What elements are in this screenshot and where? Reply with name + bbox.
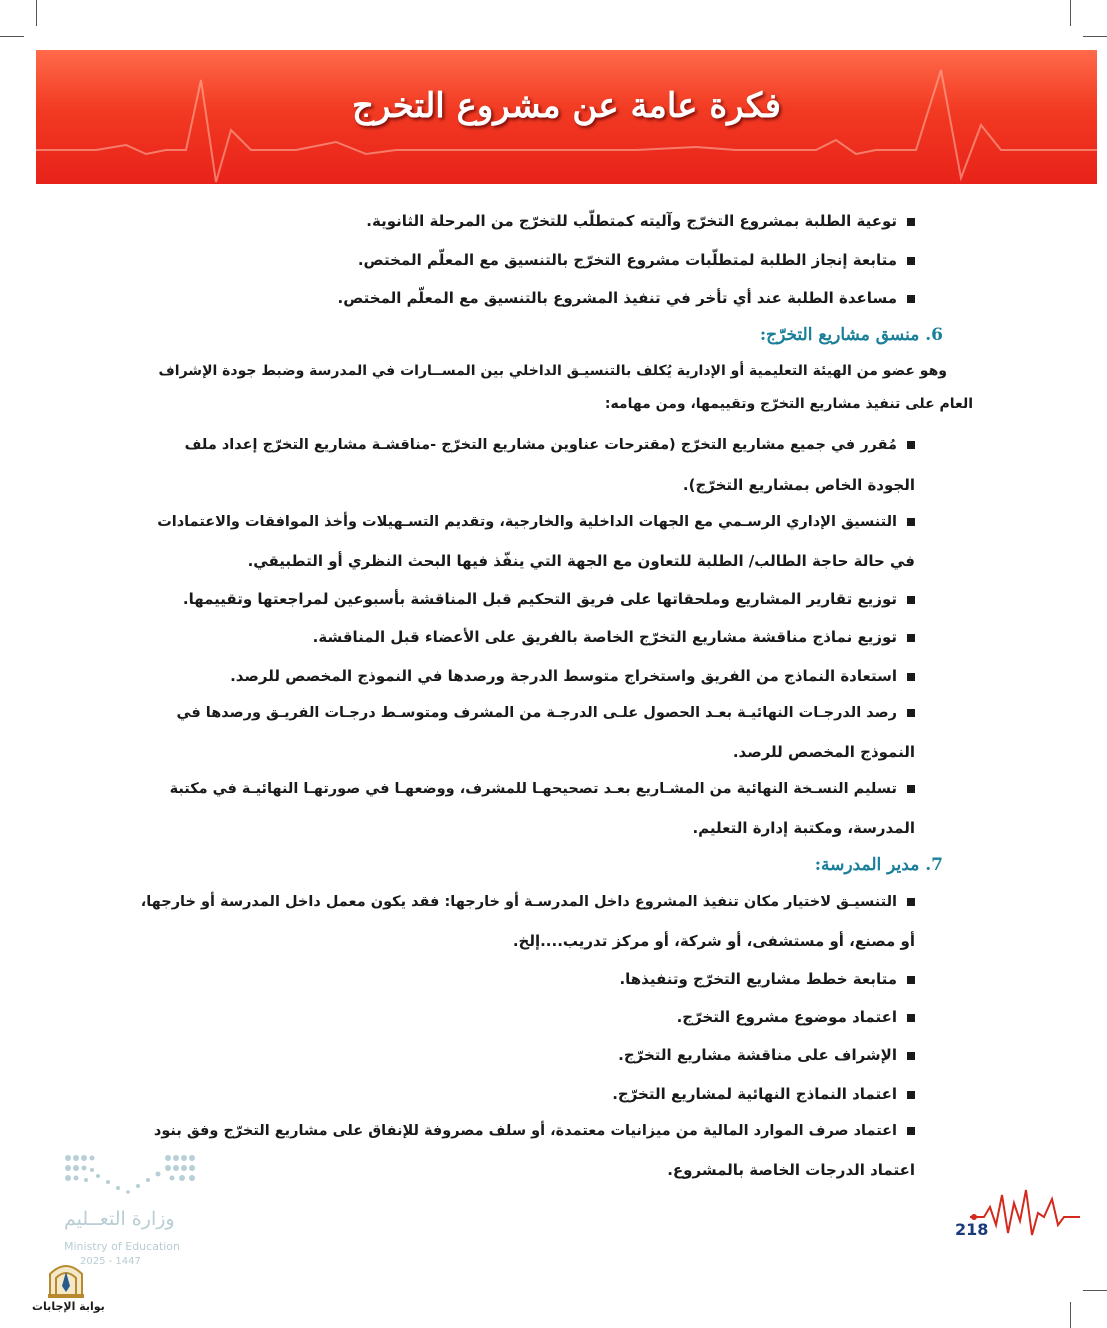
list-item — [230, 667, 915, 685]
list-item — [313, 628, 915, 646]
list-item-text: التنسيـق لاختيار مكان تنفيذ المشروع داخل المدرسـة أو خارجها: فقد يكون معمل داخل المدرسة أو خارجها، — [140, 894, 897, 910]
list-item-text: رصد الدرجـات النهائيـة بعـد الحصول علـى الدرجـة من المشرف ومتوسـط درجـات الفريـق ورصدها في — [176, 705, 897, 721]
list-item-text: تسليم النسـخة النهائية من المشـاريع بعـد تصحيحهـا للمشرف، ووضعهـا في صورتهـا النهائيـة في مكتبة — [169, 781, 897, 797]
list-item-text: الإشراف على مناقشة مشاريع التخرّج. — [618, 1046, 897, 1064]
list-item-continuation: المدرسة، ومكتبة إدارة التعليم. — [692, 819, 915, 837]
list-item — [170, 781, 915, 797]
list-item-text: اعتماد صرف الموارد المالية من ميزانيات معتمدة، أو سلف مصروفة للإنفاق على مشاريع التخرّج وفق بنود — [153, 1123, 897, 1139]
crop-mark — [1070, 0, 1071, 26]
bullet-icon — [907, 257, 915, 265]
list-item-text: التنسيق الإداري الرسـمي مع الجهات الداخلية والخارجية، وتقديم التسـهيلات وأخذ الموافقات والاعتمادات — [157, 514, 897, 530]
list-item-text: مساعدة الطلبة عند أي تأخر في تنفيذ المشروع بالتنسيق مع المعلّم المختص. — [337, 289, 897, 307]
section-heading: 7. مدير المدرسة: — [814, 855, 943, 875]
bullet-icon — [907, 1014, 915, 1022]
list-item-text: مُقرر في جميع مشاريع التخرّج (مقترحات عناوين مشاريع التخرّج -مناقشـة مشاريع التخرّج إعداد ملف — [184, 437, 897, 453]
title-banner — [36, 50, 1097, 184]
bullet-icon — [907, 1091, 915, 1099]
crop-mark — [1083, 36, 1107, 37]
ministry-name-en: Ministry of Education — [64, 1240, 181, 1253]
list-item-text: استعادة النماذج من الفريق واستخراج متوسط الدرجة ورصدها في النموذج المخصص للرصد. — [230, 667, 897, 685]
paragraph-line: وهو عضو من الهيئة التعليمية أو الإدارية يُكلف بالتنسيـق الداخلي بين المســارات في المدرسة وضبط جودة الإشراف — [158, 363, 947, 379]
list-item — [157, 514, 915, 530]
section-heading: 6. منسق مشاريع التخرّج: — [759, 325, 943, 345]
list-item — [183, 590, 915, 608]
ministry-year: 2025 - 1447 — [80, 1256, 141, 1267]
list-item-text: توزيع تقارير المشاريع وملحقاتها على فريق التحكيم قبل المناقشة بأسبوعين لمراجعتها وتقييمها. — [182, 590, 897, 608]
bullet-icon — [907, 295, 915, 303]
page-number: 218 — [955, 1220, 989, 1239]
list-item — [358, 251, 915, 269]
crop-mark — [0, 36, 24, 37]
portal-label: بوابة الإجابات — [32, 1300, 105, 1313]
bullet-icon — [907, 1052, 915, 1060]
bullet-icon — [907, 1127, 915, 1135]
list-item-continuation: الجودة الخاص بمشاريع التخرّج). — [682, 476, 915, 494]
page-title: فكرة عامة عن مشروع التخرج — [352, 86, 781, 126]
ministry-name-ar: وزارة التعــليم — [64, 1208, 175, 1230]
list-item-continuation: النموذج المخصص للرصد. — [732, 743, 915, 761]
list-item-continuation: أو مصنع، أو مستشفى، أو شركة، أو مركز تدريب....إلخ. — [512, 932, 915, 950]
list-item-text: متابعة خطط مشاريع التخرّج وتنفيذها. — [619, 970, 897, 988]
crop-mark — [36, 0, 37, 26]
list-item-text: اعتماد موضوع مشروع التخرّج. — [676, 1008, 897, 1026]
list-item-continuation: في حالة حاجة الطالب/ الطلبة للتعاون مع الجهة التي ينفّذ فيها البحث النظري أو التطبيقي. — [247, 552, 915, 570]
list-item — [612, 1085, 915, 1103]
portal-logo-icon — [44, 1256, 88, 1300]
ministry-logo-dots-icon — [62, 1150, 202, 1200]
bullet-icon — [907, 673, 915, 681]
crop-mark — [1083, 1290, 1107, 1291]
list-item — [619, 970, 915, 988]
bullet-icon — [907, 785, 915, 793]
bullet-icon — [907, 441, 915, 449]
list-item-text: اعتماد النماذج النهائية لمشاريع التخرّج. — [612, 1085, 897, 1103]
bullet-icon — [907, 709, 915, 717]
list-item — [677, 1008, 915, 1026]
list-item-text: توعية الطلبة بمشروع التخرّج وآليته كمتطلّب للتخرّج من المرحلة الثانوية. — [366, 212, 897, 230]
bullet-icon — [907, 976, 915, 984]
bullet-icon — [907, 898, 915, 906]
crop-mark — [1070, 1302, 1071, 1328]
list-item — [177, 705, 915, 721]
list-item — [338, 289, 915, 307]
list-item — [154, 1123, 915, 1139]
bullet-icon — [907, 518, 915, 526]
list-item — [141, 894, 915, 910]
list-item-text: متابعة إنجاز الطلبة لمتطلّبات مشروع التخرّج بالتنسيق مع المعلّم المختص. — [357, 251, 897, 269]
list-item — [366, 212, 915, 230]
bullet-icon — [907, 596, 915, 604]
bullet-icon — [907, 218, 915, 226]
paragraph-line: العام على تنفيذ مشاريع التخرّج وتقييمها، ومن مهامه: — [604, 396, 973, 412]
list-item — [618, 1046, 915, 1064]
list-item-text: توزيع نماذج مناقشة مشاريع التخرّج الخاصة بالفريق على الأعضاء قبل المناقشة. — [312, 628, 897, 646]
list-item — [185, 437, 915, 453]
list-item-continuation: اعتماد الدرجات الخاصة بالمشروع. — [667, 1161, 915, 1179]
bullet-icon — [907, 634, 915, 642]
